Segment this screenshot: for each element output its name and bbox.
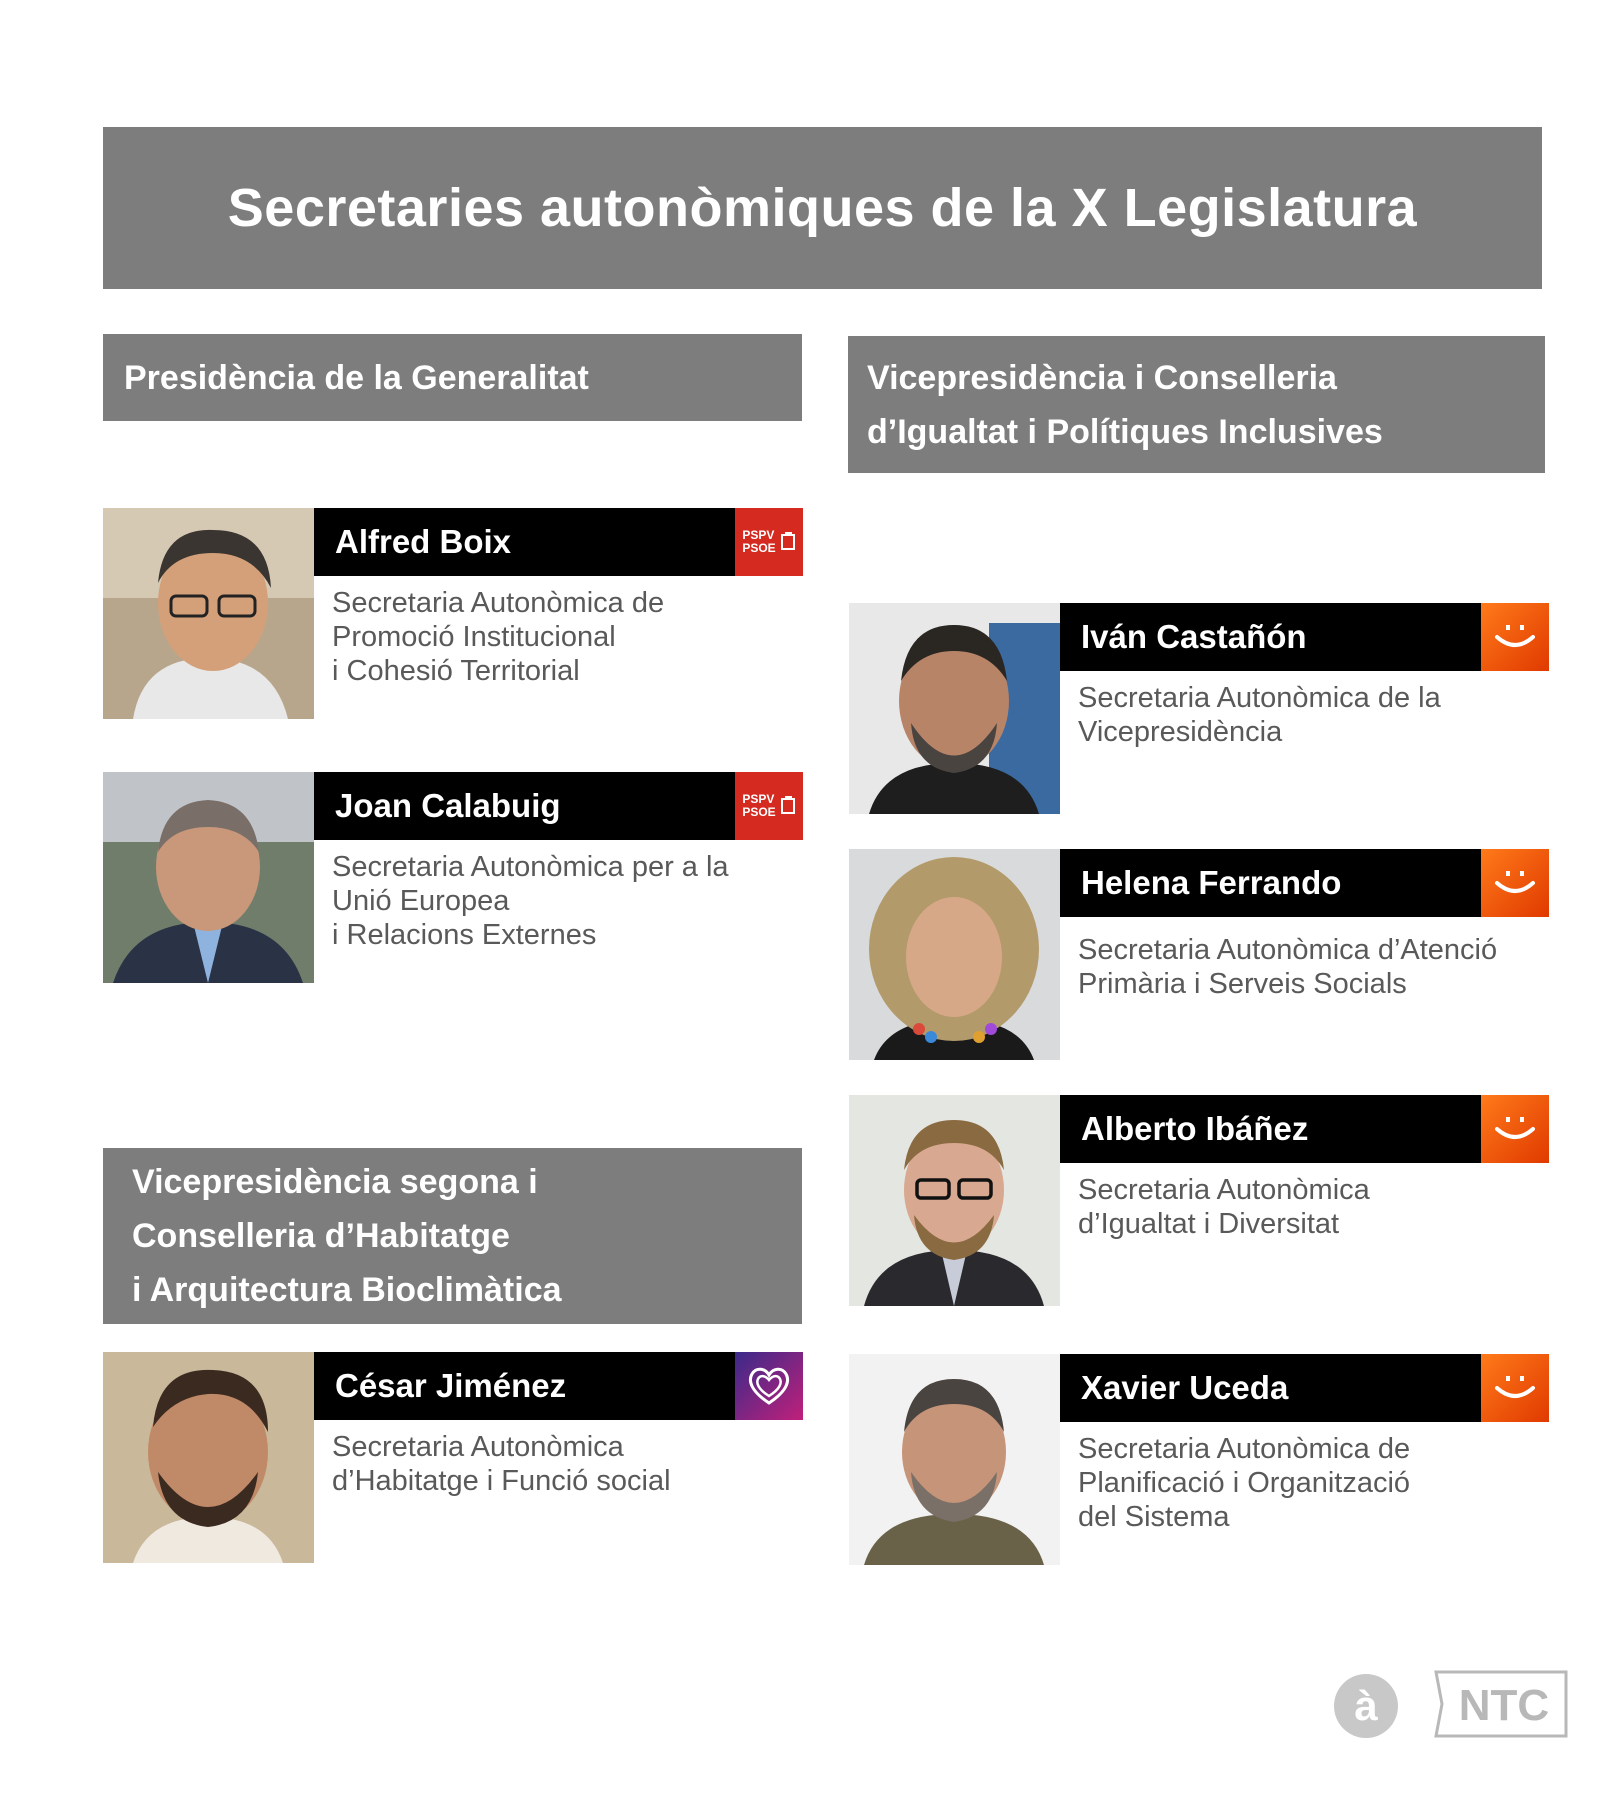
section-header-line: Presidència de la Generalitat — [124, 358, 589, 397]
psoe-logo-icon: PSPV PSOE — [735, 508, 803, 576]
apunt-ntc-logo-icon — [1330, 1668, 1570, 1740]
person-photo — [103, 772, 314, 983]
section-header-presidencia — [103, 334, 802, 421]
person-role: Secretaria Autonòmica de la Vicepresidència — [1078, 682, 1441, 748]
person-card — [849, 1095, 1549, 1307]
person-photo — [849, 603, 1060, 814]
section-header-line: i Arquitectura Bioclimàtica — [132, 1271, 562, 1309]
svg-text:NTC: NTC — [1458, 1681, 1550, 1730]
person-name: Alfred Boix — [335, 523, 512, 560]
person-photo — [849, 849, 1060, 1060]
person-card — [103, 508, 803, 720]
psoe-logo-icon: PSPV PSOE — [735, 772, 803, 840]
person-name: Helena Ferrando — [1081, 864, 1342, 901]
person-portrait-icon — [849, 603, 1060, 814]
person-name-bar — [314, 772, 803, 840]
person-role: Secretaria Autonòmica de Planificació i Organització del Sistema — [1078, 1433, 1411, 1533]
section-header-line: Conselleria d’Habitatge — [132, 1217, 510, 1255]
person-name: Alberto Ibáñez — [1081, 1110, 1309, 1147]
person-name-bar — [314, 508, 803, 576]
person-portrait-icon — [849, 1354, 1060, 1565]
compromis-smile-logo-icon — [1481, 1354, 1549, 1422]
person-card — [103, 772, 803, 984]
person-name-bar — [1060, 1354, 1549, 1422]
compromis-smile-logo-icon — [1481, 849, 1549, 917]
main-title-text: Secretaries autonòmiques de la X Legislatura — [227, 178, 1418, 238]
sumar-heart-logo-icon — [735, 1352, 803, 1420]
person-name-bar — [314, 1352, 803, 1420]
compromis-smile-logo-icon — [1481, 1095, 1549, 1163]
section-header-habitatge — [103, 1148, 802, 1324]
person-name: Xavier Uceda — [1081, 1369, 1289, 1406]
person-portrait-icon — [849, 849, 1060, 1060]
person-role: Secretaria Autonòmica d’Atenció Primària i Serveis Socials — [1078, 934, 1498, 1000]
person-role: Secretaria Autonòmica de Promoció Institucional i Cohesió Territorial — [332, 587, 665, 687]
person-portrait-icon — [103, 1352, 314, 1563]
person-photo — [849, 1354, 1060, 1565]
person-portrait-icon — [103, 508, 314, 719]
person-card — [849, 603, 1549, 815]
person-role: Secretaria Autonòmica d’Igualtat i Diversitat — [1078, 1174, 1370, 1240]
section-header-line: Vicepresidència segona i — [132, 1163, 538, 1201]
section-header-vicepresidencia — [848, 336, 1545, 473]
person-role: Secretaria Autonòmica per a la Unió Europea i Relacions Externes — [332, 851, 729, 951]
person-name: César Jiménez — [335, 1367, 567, 1404]
section-header-line: Vicepresidència i Conselleria — [867, 358, 1337, 397]
person-role: Secretaria Autonòmica d’Habitatge i Funció social — [332, 1431, 671, 1497]
section-header-line: d’Igualtat i Polítiques Inclusives — [867, 412, 1383, 451]
person-name-bar — [1060, 603, 1549, 671]
person-photo — [103, 1352, 314, 1563]
compromis-smile-logo-icon — [1481, 603, 1549, 671]
person-photo — [849, 1095, 1060, 1306]
person-card — [849, 849, 1549, 1061]
svg-text:à: à — [1354, 1682, 1378, 1729]
person-card — [849, 1354, 1549, 1566]
person-name-bar — [1060, 849, 1549, 917]
footer-logos — [1330, 1668, 1570, 1740]
person-photo — [103, 508, 314, 719]
main-title — [103, 127, 1542, 289]
person-portrait-icon — [849, 1095, 1060, 1306]
person-name: Joan Calabuig — [335, 787, 561, 824]
person-card — [103, 1352, 803, 1564]
person-name: Iván Castañón — [1081, 618, 1307, 655]
person-portrait-icon — [103, 772, 314, 983]
person-name-bar — [1060, 1095, 1549, 1163]
